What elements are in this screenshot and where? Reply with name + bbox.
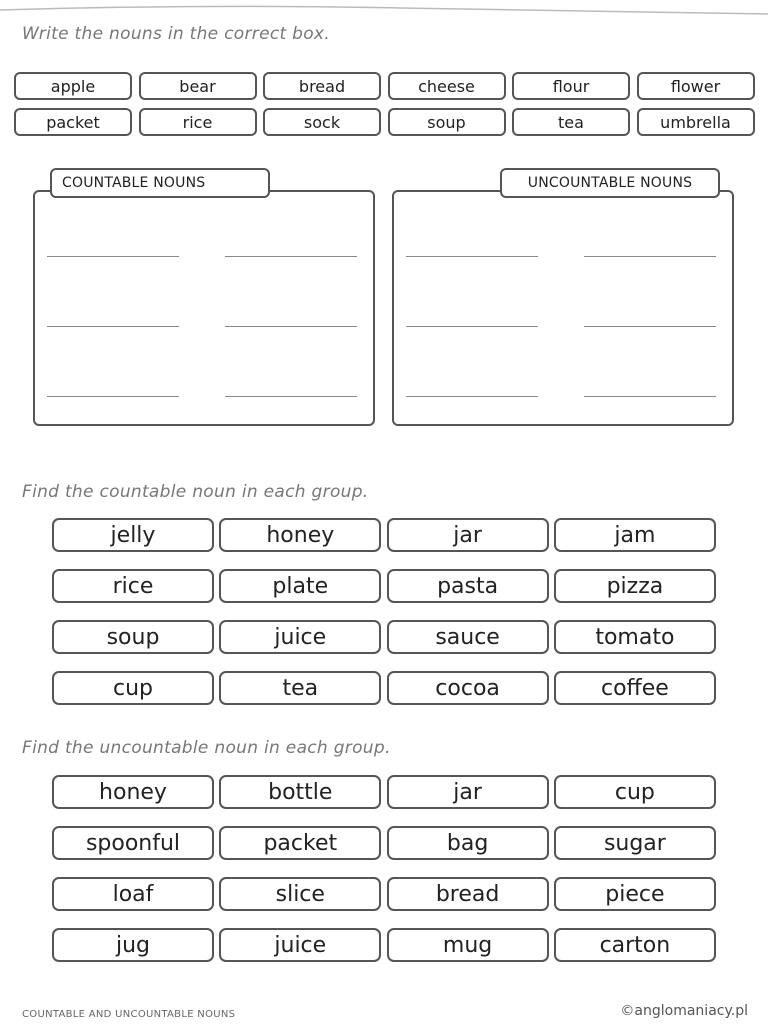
word-bank-item: tea: [512, 108, 630, 136]
answer-blank[interactable]: [47, 326, 179, 327]
choice-option[interactable]: soup: [52, 620, 214, 654]
countable-box: [33, 190, 375, 426]
word-bank-item: bear: [139, 72, 257, 100]
word-bank-item: packet: [14, 108, 132, 136]
instruction-task2: Find the countable noun in each group.: [22, 482, 369, 502]
choice-option[interactable]: piece: [554, 877, 716, 911]
top-decorative-line: [0, 0, 768, 20]
choice-option[interactable]: pasta: [387, 569, 549, 603]
choice-option[interactable]: carton: [554, 928, 716, 962]
word-bank-item: rice: [139, 108, 257, 136]
word-bank-item: umbrella: [637, 108, 755, 136]
word-bank-item: sock: [263, 108, 381, 136]
choice-option[interactable]: loaf: [52, 877, 214, 911]
answer-blank[interactable]: [584, 396, 716, 397]
answer-blank[interactable]: [225, 396, 357, 397]
choice-option[interactable]: honey: [219, 518, 381, 552]
answer-blank[interactable]: [225, 256, 357, 257]
choice-option[interactable]: tea: [219, 671, 381, 705]
uncountable-groups: [52, 775, 716, 962]
choice-option[interactable]: juice: [219, 928, 381, 962]
choice-option[interactable]: pizza: [554, 569, 716, 603]
uncountable-box: [392, 190, 734, 426]
choice-option[interactable]: spoonful: [52, 826, 214, 860]
footer-brand: ©anglomaniacy.pl: [620, 1003, 748, 1019]
word-bank-item: apple: [14, 72, 132, 100]
uncountable-box-title: UNCOUNTABLE NOUNS: [500, 168, 720, 198]
word-bank-item: bread: [263, 72, 381, 100]
choice-option[interactable]: jam: [554, 518, 716, 552]
countable-box-title: COUNTABLE NOUNS: [50, 168, 270, 198]
answer-blank[interactable]: [584, 256, 716, 257]
choice-option[interactable]: mug: [387, 928, 549, 962]
choice-option[interactable]: jug: [52, 928, 214, 962]
answer-blank[interactable]: [225, 326, 357, 327]
choice-option[interactable]: bottle: [219, 775, 381, 809]
answer-blank[interactable]: [406, 396, 538, 397]
answer-blank[interactable]: [406, 326, 538, 327]
choice-option[interactable]: bread: [387, 877, 549, 911]
answer-blank[interactable]: [406, 256, 538, 257]
instruction-task1: Write the nouns in the correct box.: [22, 24, 330, 44]
countable-groups: [52, 518, 716, 705]
choice-option[interactable]: jar: [387, 518, 549, 552]
choice-option[interactable]: rice: [52, 569, 214, 603]
word-bank-item: cheese: [388, 72, 506, 100]
word-bank-item: flower: [637, 72, 755, 100]
choice-option[interactable]: jelly: [52, 518, 214, 552]
choice-option[interactable]: jar: [387, 775, 549, 809]
choice-option[interactable]: sauce: [387, 620, 549, 654]
choice-option[interactable]: slice: [219, 877, 381, 911]
word-bank-item: soup: [388, 108, 506, 136]
choice-option[interactable]: coffee: [554, 671, 716, 705]
choice-option[interactable]: cup: [554, 775, 716, 809]
choice-option[interactable]: packet: [219, 826, 381, 860]
answer-blank[interactable]: [47, 256, 179, 257]
choice-option[interactable]: plate: [219, 569, 381, 603]
choice-option[interactable]: cup: [52, 671, 214, 705]
choice-option[interactable]: sugar: [554, 826, 716, 860]
footer-title: COUNTABLE AND UNCOUNTABLE NOUNS: [22, 1009, 236, 1020]
answer-blank[interactable]: [47, 396, 179, 397]
word-bank-item: flour: [512, 72, 630, 100]
choice-option[interactable]: tomato: [554, 620, 716, 654]
word-bank: [14, 72, 754, 136]
choice-option[interactable]: honey: [52, 775, 214, 809]
instruction-task3: Find the uncountable noun in each group.: [22, 738, 391, 758]
choice-option[interactable]: bag: [387, 826, 549, 860]
choice-option[interactable]: juice: [219, 620, 381, 654]
answer-blank[interactable]: [584, 326, 716, 327]
choice-option[interactable]: cocoa: [387, 671, 549, 705]
